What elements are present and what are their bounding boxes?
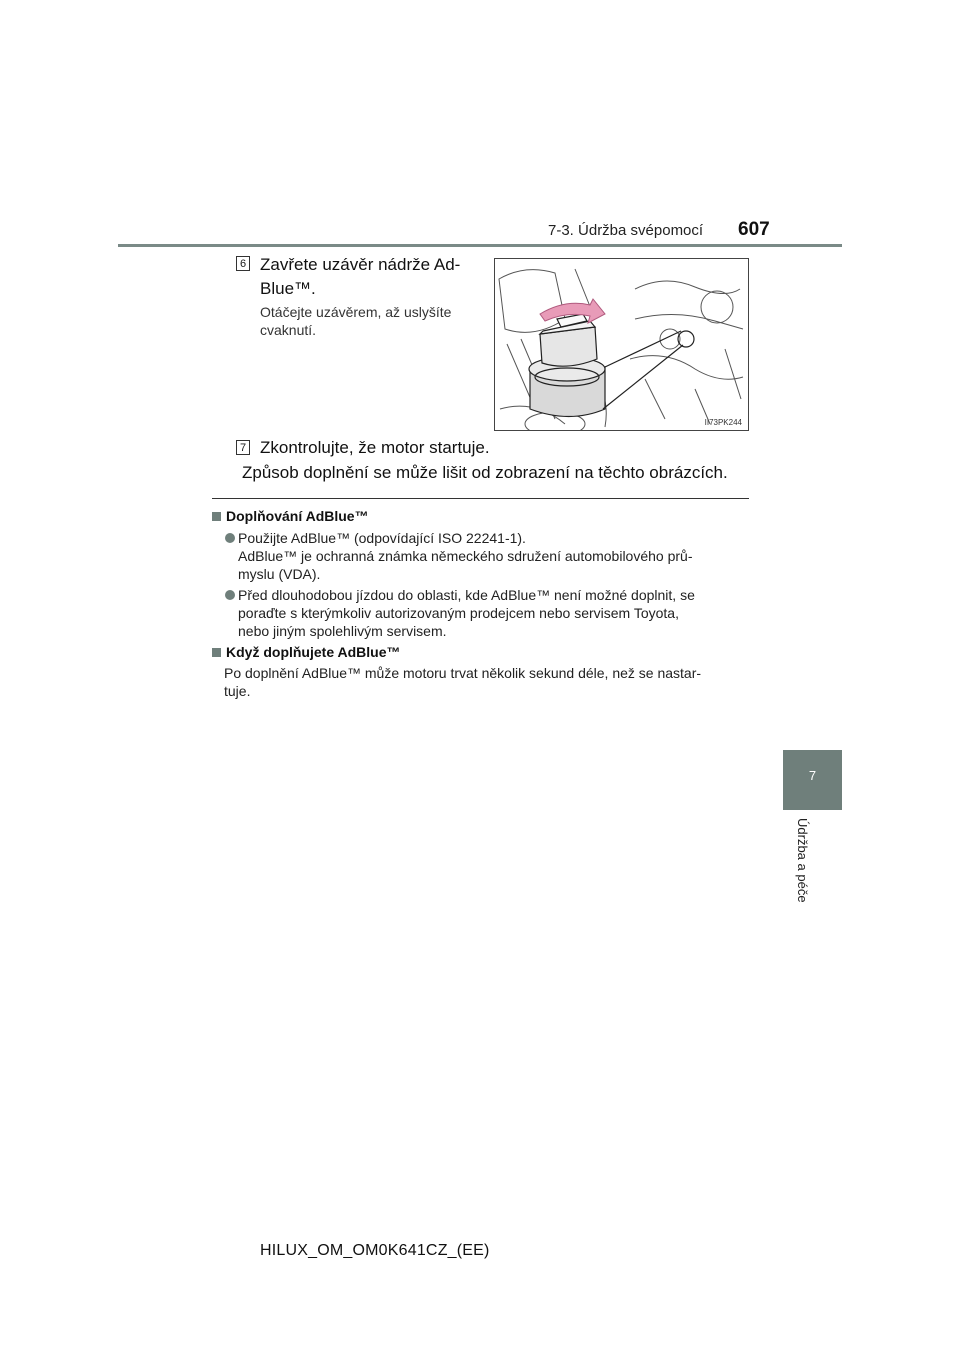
adblue-cap-figure [494, 258, 749, 431]
figure-note: Způsob doplnění se může lišit od zobrazení na těchto obrázcích. [242, 463, 728, 482]
bullet-2-line-3: nebo jiným spolehlivým servisem. [238, 623, 447, 639]
info-heading-when-refilling [212, 644, 400, 660]
chapter-number: 7 [808, 768, 817, 783]
chapter-label: Údržba a péče [795, 818, 810, 903]
info-2-line-2: tuje. [224, 683, 251, 699]
step-6-note-line-1: Otáčejte uzávěrem, až uslyšíte [260, 304, 452, 320]
bullet-2-line-2: poraďte s kterýmkoliv autorizovaným prodejcem nebo servisem Toyota, [238, 605, 679, 621]
figure-code: II73PK244 [704, 418, 742, 427]
step-6-note-line-2: cvaknutí. [260, 322, 317, 338]
section-divider [212, 498, 749, 499]
step-number-7: 7 [236, 440, 250, 455]
bullet-1-line-3: myslu (VDA). [238, 566, 321, 582]
bullet-1-line-2: AdBlue™ je ochranná známka německého sdružení automobilového prů- [238, 548, 693, 564]
step-6-title-line-2: Blue™. [260, 279, 316, 298]
adblue-cap-closing-illustration-icon [495, 259, 748, 430]
step-7-title: Zkontrolujte, že motor startuje. [260, 438, 490, 457]
info-2-line-1: Po doplnění AdBlue™ může motoru trvat několik sekund déle, než se nastar- [224, 665, 702, 681]
square-bullet-icon [212, 648, 221, 657]
page-number: 607 [738, 219, 770, 240]
footer-document-code: HILUX_OM_OM0K641CZ_(EE) [260, 1242, 490, 1259]
step-6-title-line-1: Zavřete uzávěr nádrže Ad- [260, 255, 461, 274]
bullet-2-line-1: Před dlouhodobou jízdou do oblasti, kde AdBlue™ není možné doplnit, se [238, 587, 695, 603]
square-bullet-icon [212, 512, 221, 521]
bullet-1-line-1: Použijte AdBlue™ (odpovídající ISO 22241-1). [238, 530, 526, 546]
info-heading-when-refilling-text: Když doplňujete AdBlue™ [226, 644, 401, 660]
bullet-dot-icon [225, 533, 235, 543]
step-number-6: 6 [236, 256, 250, 271]
info-heading-refilling-text: Doplňování AdBlue™ [226, 508, 369, 524]
info-heading-refilling [212, 508, 369, 524]
bullet-dot-icon [225, 590, 235, 600]
section-title: 7-3. Údržba svépomocí [548, 222, 704, 239]
header-rule [118, 244, 842, 247]
